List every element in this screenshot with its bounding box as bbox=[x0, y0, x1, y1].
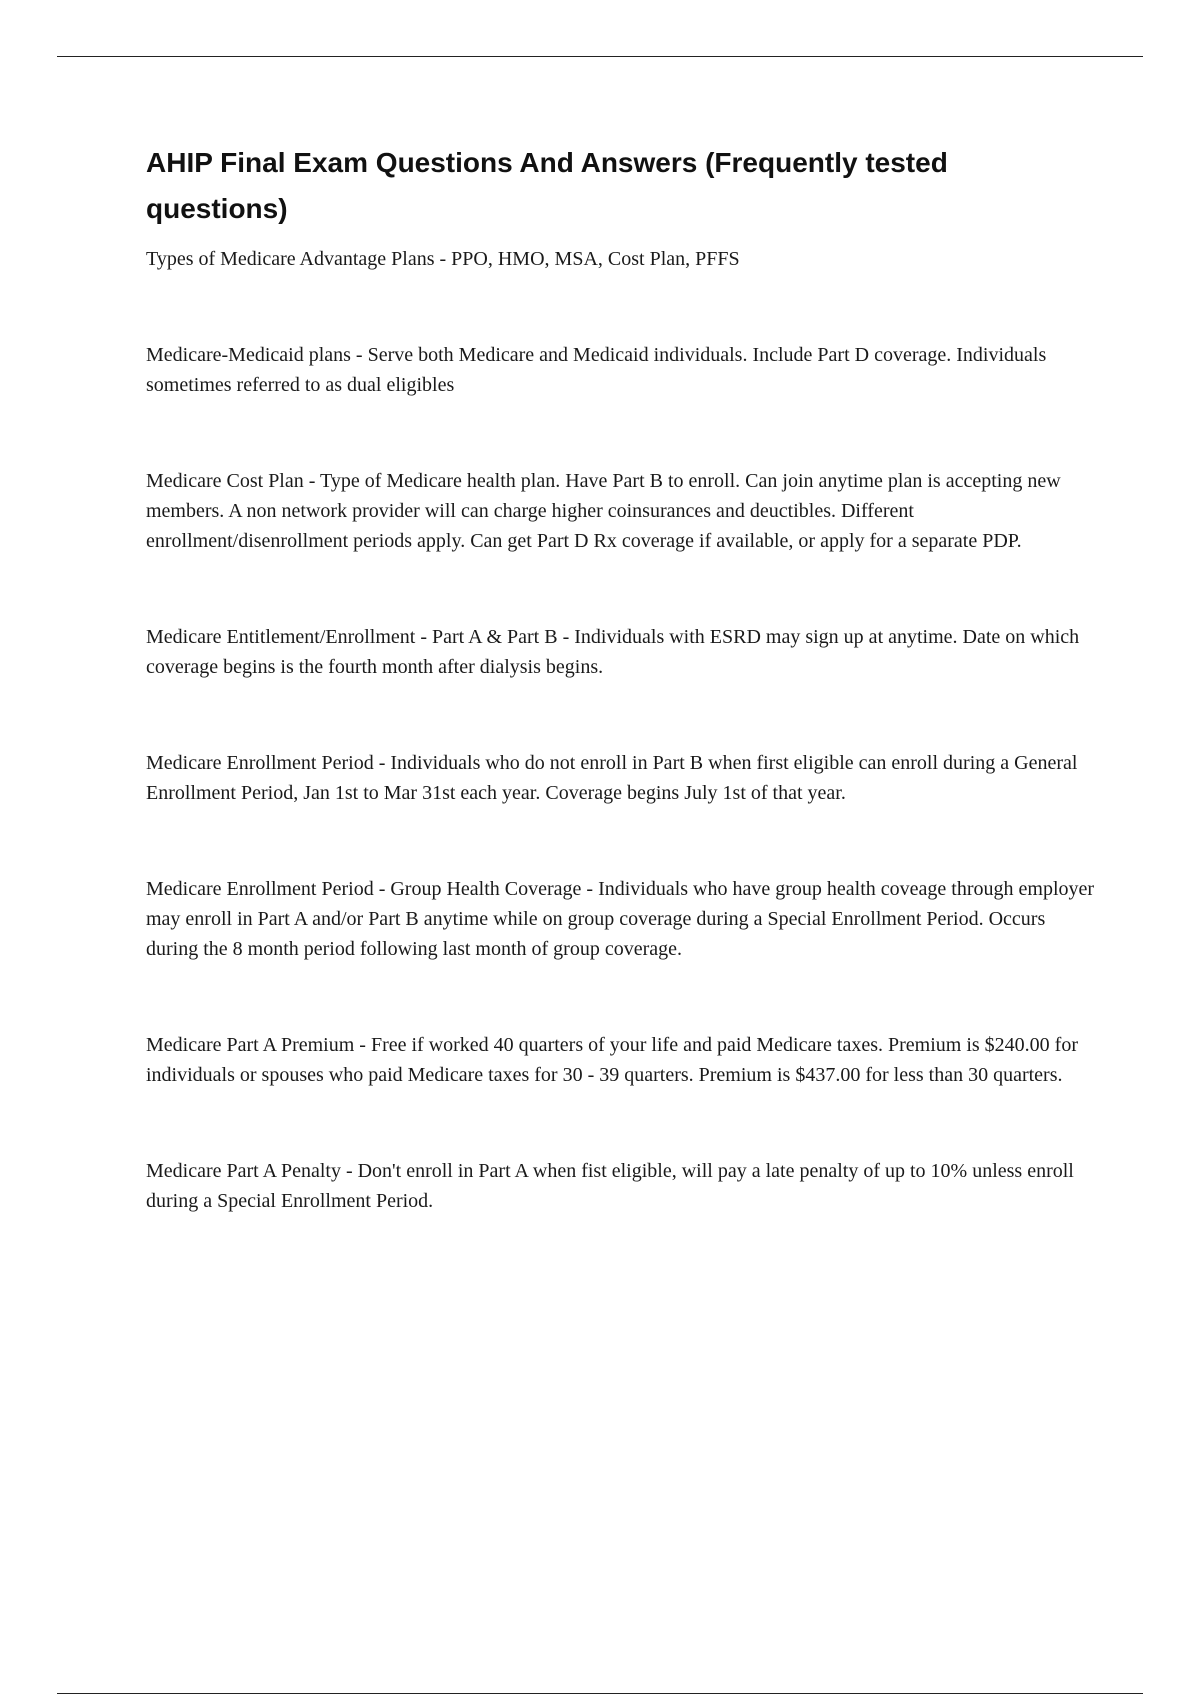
entry-medicare-advantage-types: Types of Medicare Advantage Plans - PPO, HMO, MSA, Cost Plan, PFFS bbox=[146, 248, 740, 270]
entry-medicare-enrollment-period: Medicare Enrollment Period - Individuals who do not enroll in Part B when first eligible can enroll during a General Enrollment Period, Jan 1st to Mar 31st each year. Coverage begins July 1st of that year. bbox=[146, 752, 1078, 804]
header-rule bbox=[57, 56, 1143, 57]
document-body bbox=[146, 140, 1096, 1216]
entry-part-a-premium: Medicare Part A Premium - Free if worked 40 quarters of your life and paid Medicare taxes. Premium is $240.00 for individuals or spouses who paid Medicare taxes for 30 - 39 quarters. Premium is $437.00 for less than 30 quarters. bbox=[146, 1034, 1078, 1086]
entry-medicare-entitlement-enrollment: Medicare Entitlement/Enrollment - Part A & Part B - Individuals with ESRD may sign up at anytime. Date on which coverage begins is the fourth month after dialysis begins. bbox=[146, 626, 1080, 678]
footer-rule bbox=[57, 1693, 1143, 1694]
entry-list bbox=[146, 244, 1096, 1216]
entry-group-health-coverage: Medicare Enrollment Period - Group Health Coverage - Individuals who have group health coveage through employer may enroll in Part A and/or Part B anytime while on group coverage during a Special Enrollment Period. Occurs during the 8 month period following last month of group coverage. bbox=[146, 878, 1095, 960]
entry-medicare-medicaid-plans: Medicare-Medicaid plans - Serve both Medicare and Medicaid individuals. Include Part D coverage. Individuals sometimes referred to as dual eligibles bbox=[146, 344, 1047, 396]
entry-part-a-penalty: Medicare Part A Penalty - Don't enroll in Part A when fist eligible, will pay a late penalty of up to 10% unless enroll during a Special Enrollment Period. bbox=[146, 1160, 1074, 1212]
document-title: AHIP Final Exam Questions And Answers (Frequently tested questions) bbox=[146, 147, 948, 224]
entry-medicare-cost-plan: Medicare Cost Plan - Type of Medicare health plan. Have Part B to enroll. Can join anytime plan is accepting new members. A non network provider will can charge higher coinsurances and deuctibles. Different enrollment/disenrollment periods apply. Can get Part D Rx coverage if available, or apply for a separate PDP. bbox=[146, 470, 1061, 552]
